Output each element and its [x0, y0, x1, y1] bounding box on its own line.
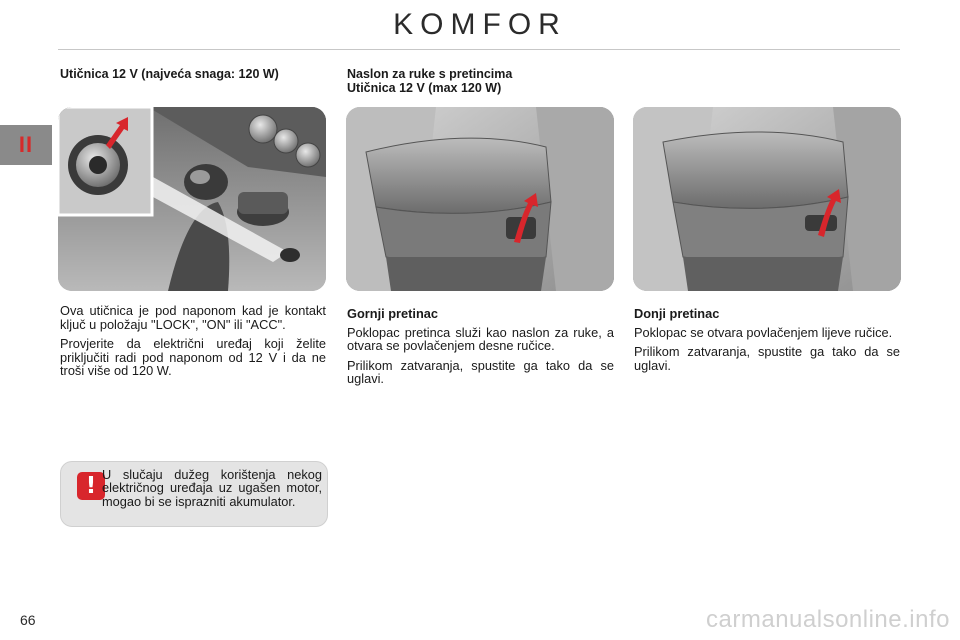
upper-compartment-photo	[346, 107, 614, 291]
title-divider	[58, 49, 900, 50]
socket-paragraph-2: Provjerite da električni uređaj koji želite priključiti radi pod naponom od 12 V i da ne troši više od 120 W.	[60, 336, 326, 379]
armrest-heading	[347, 67, 512, 95]
power-socket-illustration	[58, 107, 326, 291]
lower-compartment-photo	[633, 107, 901, 291]
warning-note	[60, 461, 328, 527]
lower-compartment-paragraph-1: Poklopac se otvara povlačenjem lijeve ručice.	[634, 324, 893, 340]
lower-compartment-subheading: Donji pretinac	[634, 306, 720, 321]
chapter-tab: II	[0, 125, 52, 165]
socket-photo	[58, 107, 326, 291]
armrest-upper-illustration	[346, 107, 614, 291]
upper-compartment-paragraph-2: Prilikom zatvaranja, spustite ga tako da se uglavi.	[347, 357, 614, 387]
upper-compartment-subheading: Gornji pretinac	[347, 306, 439, 321]
lower-compartment-text	[634, 307, 900, 378]
armrest-lower-illustration	[633, 107, 901, 291]
upper-compartment-text	[347, 307, 614, 392]
socket-description	[60, 304, 326, 384]
upper-compartment-paragraph-1: Poklopac pretinca služi kao naslon za ruke, a otvara se povlačenjem desne ručice.	[347, 324, 614, 354]
armrest-heading-line-1: Naslon za ruke s pretincima	[347, 67, 513, 81]
armrest-heading-line-2: Utičnica 12 V (max 120 W)	[347, 81, 502, 95]
socket-heading: Utičnica 12 V (najveća snaga: 120 W)	[60, 67, 279, 81]
page-title: KOMFOR	[393, 8, 567, 41]
watermark: carmanualsonline.info	[706, 606, 950, 633]
lower-compartment-paragraph-2: Prilikom zatvaranja, spustite ga tako da se uglavi.	[634, 344, 900, 373]
page-number: 66	[20, 612, 36, 628]
warning-text: U slučaju dužeg korištenja nekog električnog uređaja uz ugašen motor, mogao bi se isprazniti akumulator.	[102, 467, 322, 509]
socket-paragraph-1: Ova utičnica je pod naponom kad je kontakt ključ u položaju "LOCK", "ON" ili "ACC".	[60, 303, 326, 332]
warning-icon: !	[77, 472, 105, 500]
